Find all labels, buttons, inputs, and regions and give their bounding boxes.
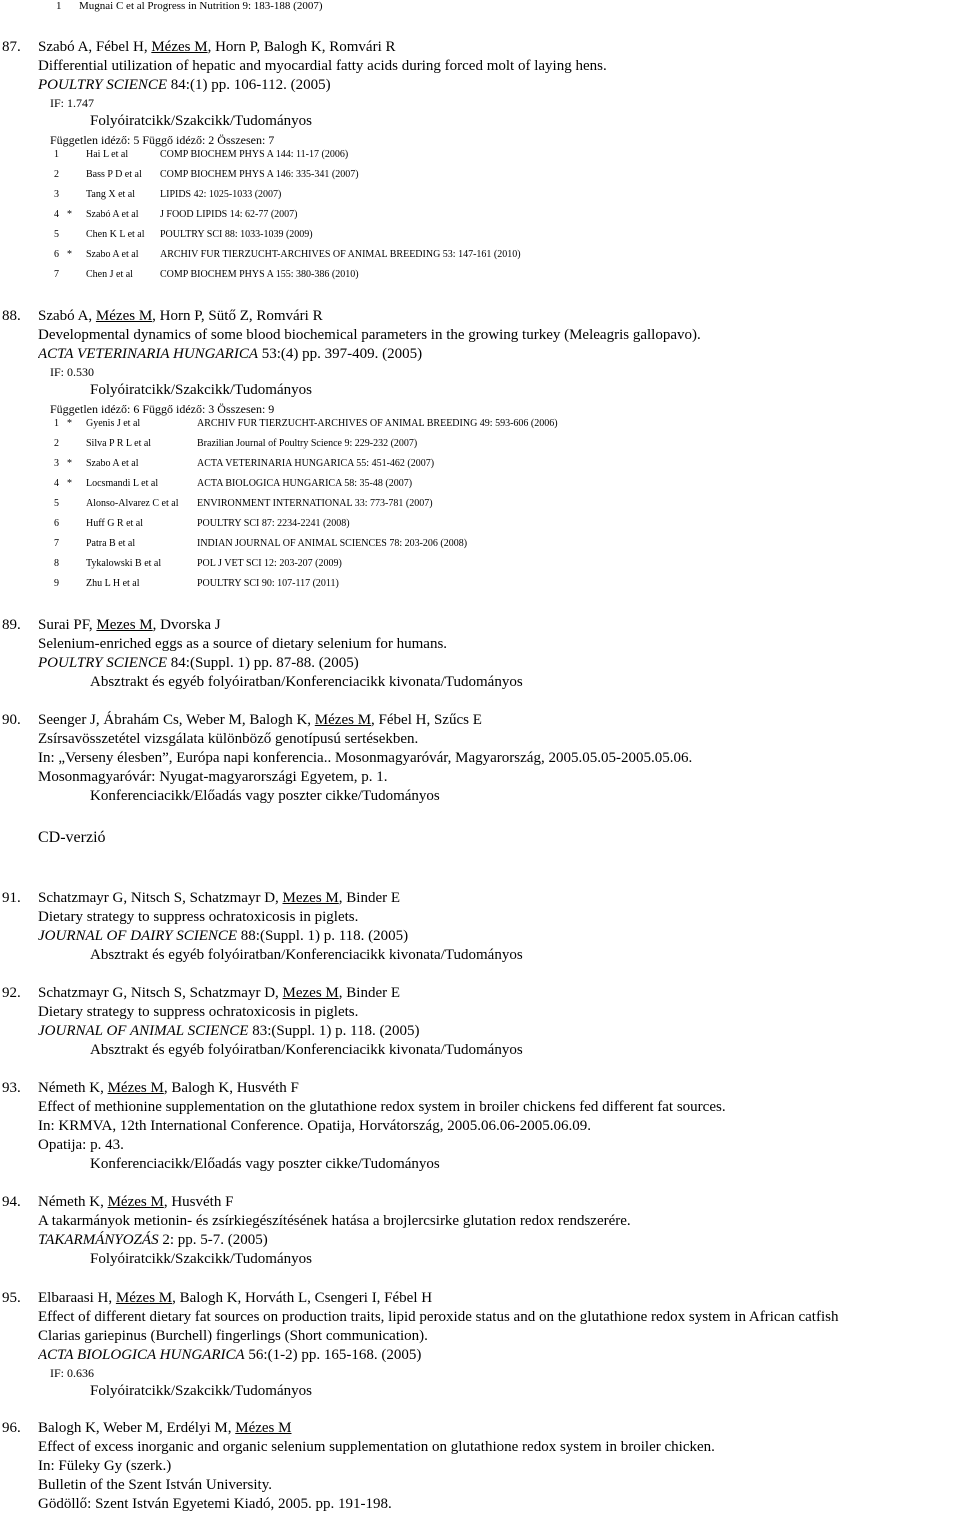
journal-citation: POULTRY SCIENCE 84:(Suppl. 1) pp. 87-88. (2005) <box>38 655 359 671</box>
entry-number: 89. <box>2 617 21 633</box>
reference-source: ARCHIV FUR TIERZUCHT-ARCHIVES OF ANIMAL BREEDING 53: 147-161 (2010) <box>160 249 521 260</box>
title: Effect of excess inorganic and organic selenium supplementation on glutathione redox system in broiler chicken. <box>38 1439 715 1455</box>
journal-name: POULTRY SCIENCE <box>38 77 168 93</box>
reference-row <box>0 185 960 205</box>
reference-source: POULTRY SCI 90: 107-117 (2011) <box>197 578 339 589</box>
authors: Schatzmayr G, Nitsch S, Schatzmayr D, Mezes M, Binder E <box>38 985 401 1001</box>
self-citation-marker: * <box>67 418 72 429</box>
highlighted-author: Mézes M <box>107 1080 164 1096</box>
journal-name: ACTA VETERINARIA HUNGARICA <box>38 346 258 362</box>
category: Konferenciacikk/Előadás vagy poszter cikke/Tudományos <box>90 788 440 804</box>
journal-name: TAKARMÁNYOZÁS <box>38 1232 159 1248</box>
journal-name: JOURNAL OF ANIMAL SCIENCE <box>38 1023 249 1039</box>
title: Selenium-enriched eggs as a source of dietary selenium for humans. <box>38 636 448 652</box>
reference-authors: Locsmandi L et al <box>86 478 159 489</box>
reference-source: POL J VET SCI 12: 203-207 (2009) <box>197 558 342 569</box>
category: Konferenciacikk/Előadás vagy poszter cikke/Tudományos <box>90 1156 440 1172</box>
title: Dietary strategy to suppress ochratoxicosis in piglets. <box>38 909 359 925</box>
reference-number: 1 <box>54 418 59 429</box>
journal-citation: JOURNAL OF ANIMAL SCIENCE 83:(Suppl. 1) p. 118. (2005) <box>38 1023 420 1039</box>
publisher: Gödöllő: Szent István Egyetemi Kiadó, 2005. pp. 191-198. <box>38 1496 392 1512</box>
entry-number: 94. <box>2 1194 21 1210</box>
reference-source: COMP BIOCHEM PHYS A 144: 11-17 (2006) <box>160 149 349 160</box>
journal-citation: ACTA BIOLOGICA HUNGARICA 56:(1-2) pp. 165-168. (2005) <box>38 1347 422 1363</box>
reference-row <box>0 454 960 474</box>
reference-authors: Szabo A et al <box>86 249 139 260</box>
category: Absztrakt és egyéb folyóiratban/Konferenciacikk kivonata/Tudományos <box>90 1042 523 1058</box>
reference-row <box>0 265 960 285</box>
reference-row <box>0 554 960 574</box>
authors: Balogh K, Weber M, Erdélyi M, Mézes M <box>38 1420 292 1436</box>
reference-row <box>0 414 960 434</box>
reference-row <box>0 145 960 165</box>
category: Folyóiratcikk/Szakcikk/Tudományos <box>90 113 312 129</box>
top-ref-number: 1 <box>56 0 62 12</box>
entry-number: 96. <box>2 1420 21 1436</box>
journal-name: JOURNAL OF DAIRY SCIENCE <box>38 928 238 944</box>
reference-authors: Alonso-Alvarez C et al <box>86 498 179 509</box>
citing-references-87 <box>0 145 960 285</box>
category: Folyóiratcikk/Szakcikk/Tudományos <box>90 1251 312 1267</box>
category: Absztrakt és egyéb folyóiratban/Konferenciacikk kivonata/Tudományos <box>90 947 523 963</box>
reference-authors: Patra B et al <box>86 538 136 549</box>
reference-number: 2 <box>54 169 59 180</box>
self-citation-marker: * <box>67 458 72 469</box>
self-citation-marker: * <box>67 209 72 220</box>
highlighted-author: Mézes M <box>107 1194 164 1210</box>
title: Developmental dynamics of some blood biochemical parameters in the growing turkey (Meleagris gallopavo). <box>38 327 701 343</box>
category: Absztrakt és egyéb folyóiratban/Konferenciacikk kivonata/Tudományos <box>90 674 523 690</box>
reference-number: 7 <box>54 269 59 280</box>
reference-authors: Szabo A et al <box>86 458 139 469</box>
reference-source: COMP BIOCHEM PHYS A 155: 380-386 (2010) <box>160 269 359 280</box>
highlighted-author: Mézes M <box>235 1420 292 1436</box>
title: Differential utilization of hepatic and myocardial fatty acids during forced molt of laying hens. <box>38 58 607 74</box>
highlighted-author: Mezes M <box>282 985 339 1001</box>
journal-citation: ACTA VETERINARIA HUNGARICA 53:(4) pp. 397-409. (2005) <box>38 346 423 362</box>
entry-number: 90. <box>2 712 21 728</box>
highlighted-author: Mézes M <box>95 308 153 324</box>
reference-number: 5 <box>54 229 59 240</box>
highlighted-author: Mézes M <box>314 712 372 728</box>
entry-number: 88. <box>2 308 21 324</box>
authors: Schatzmayr G, Nitsch S, Schatzmayr D, Mezes M, Binder E <box>38 890 401 906</box>
reference-number: 1 <box>54 149 59 160</box>
top-reference-line <box>0 0 960 14</box>
title: Zsírsavösszetétel vizsgálata különböző genotípusú sertésekben. <box>38 731 419 747</box>
reference-row <box>0 494 960 514</box>
title: Effect of methionine supplementation on the glutathione redox system in broiler chickens fed different fat sources. <box>38 1099 726 1115</box>
reference-number: 3 <box>54 189 59 200</box>
entry-number: 95. <box>2 1290 21 1306</box>
reference-row <box>0 434 960 454</box>
reference-source: J FOOD LIPIDS 14: 62-77 (2007) <box>160 209 298 220</box>
impact-factor: IF: 1.747 <box>50 96 95 110</box>
impact-factor: IF: 0.530 <box>50 365 95 379</box>
book-title: Bulletin of the Szent István University. <box>38 1477 272 1493</box>
entry-number: 87. <box>2 39 21 55</box>
reference-authors: Chen J et al <box>86 269 133 280</box>
reference-row <box>0 574 960 594</box>
journal-citation: POULTRY SCIENCE 84:(1) pp. 106-112. (2005) <box>38 77 331 93</box>
reference-source: LIPIDS 42: 1025-1033 (2007) <box>160 189 282 200</box>
title: A takarmányok metionin- és zsírkiegészítésének hatása a brojlercsirke glutation redox rendszerére. <box>38 1213 631 1229</box>
reference-row <box>0 205 960 225</box>
reference-source: ACTA VETERINARIA HUNGARICA 55: 451-462 (2007) <box>197 458 435 469</box>
reference-authors: Bass P D et al <box>86 169 142 180</box>
publisher: Mosonmagyaróvár: Nyugat-magyarországi Egyetem, p. 1. <box>38 769 388 785</box>
highlighted-author: Mezes M <box>282 890 339 906</box>
conference: In: „Verseny élesben”, Európa napi konferencia.. Mosonmagyaróvár, Magyarország, 2005.05.05-2005.05.06. <box>38 750 693 766</box>
reference-row <box>0 165 960 185</box>
reference-source: INDIAN JOURNAL OF ANIMAL SCIENCES 78: 203-206 (2008) <box>197 538 468 549</box>
authors: Surai PF, Mezes M, Dvorska J <box>38 617 221 633</box>
reference-number: 4 <box>54 209 59 220</box>
title-continued: Clarias gariepinus (Burchell) fingerlings (Short communication). <box>38 1328 428 1344</box>
reference-number: 9 <box>54 578 59 589</box>
reference-source: ACTA BIOLOGICA HUNGARICA 58: 35-48 (2007) <box>197 478 413 489</box>
reference-number: 4 <box>54 478 59 489</box>
reference-number: 3 <box>54 458 59 469</box>
reference-source: COMP BIOCHEM PHYS A 146: 335-341 (2007) <box>160 169 359 180</box>
editor: In: Füleky Gy (szerk.) <box>38 1458 172 1474</box>
entry-number: 91. <box>2 890 21 906</box>
reference-authors: Szabó A et al <box>86 209 139 220</box>
citation-counts: Független idéző: 6 Függő idéző: 3 Összesen: 9 <box>50 402 275 416</box>
reference-number: 6 <box>54 518 59 529</box>
citing-references-88 <box>0 414 960 594</box>
reference-authors: Gyenis J et al <box>86 418 141 429</box>
reference-source: POULTRY SCI 87: 2234-2241 (2008) <box>197 518 350 529</box>
title: Dietary strategy to suppress ochratoxicosis in piglets. <box>38 1004 359 1020</box>
reference-source: ENVIRONMENT INTERNATIONAL 33: 773-781 (2007) <box>197 498 433 509</box>
cd-version-heading: CD-verzió <box>38 829 106 846</box>
highlighted-author: Mézes M <box>151 39 208 55</box>
reference-row <box>0 534 960 554</box>
authors: Szabó A, Fébel H, Mézes M, Horn P, Balogh K, Romvári R <box>38 39 396 55</box>
impact-factor: IF: 0.636 <box>50 1366 95 1380</box>
conference: In: KRMVA, 12th International Conference. Opatija, Horvátország, 2005.06.06-2005.06.09. <box>38 1118 591 1134</box>
citation-counts: Független idéző: 5 Függő idéző: 2 Összesen: 7 <box>50 133 275 147</box>
journal-name: POULTRY SCIENCE <box>38 655 168 671</box>
entry-number: 93. <box>2 1080 21 1096</box>
reference-row <box>0 514 960 534</box>
authors: Szabó A, Mézes M, Horn P, Sütő Z, Romvári R <box>38 308 323 324</box>
reference-authors: Hai L et al <box>86 149 129 160</box>
publisher: Opatija: p. 43. <box>38 1137 124 1153</box>
self-citation-marker: * <box>67 249 72 260</box>
highlighted-author: Mezes M <box>96 617 153 633</box>
reference-authors: Silva P R L et al <box>86 438 152 449</box>
authors: Elbaraasi H, Mézes M, Balogh K, Horváth L, Csengeri I, Fébel H <box>38 1290 433 1306</box>
authors: Németh K, Mézes M, Balogh K, Husvéth F <box>38 1080 299 1096</box>
category: Folyóiratcikk/Szakcikk/Tudományos <box>90 382 312 398</box>
reference-row <box>0 225 960 245</box>
reference-source: ARCHIV FUR TIERZUCHT-ARCHIVES OF ANIMAL BREEDING 49: 593-606 (2006) <box>197 418 558 429</box>
entry-number: 92. <box>2 985 21 1001</box>
reference-authors: Tang X et al <box>86 189 136 200</box>
reference-authors: Huff G R et al <box>86 518 144 529</box>
reference-authors: Chen K L et al <box>86 229 145 240</box>
highlighted-author: Mézes M <box>115 1290 173 1306</box>
reference-row <box>0 245 960 265</box>
reference-source: Brazilian Journal of Poultry Science 9: 229-232 (2007) <box>197 438 418 449</box>
journal-citation: JOURNAL OF DAIRY SCIENCE 88:(Suppl. 1) p. 118. (2005) <box>38 928 409 944</box>
reference-row <box>0 474 960 494</box>
category: Folyóiratcikk/Szakcikk/Tudományos <box>90 1383 312 1399</box>
authors: Németh K, Mézes M, Husvéth F <box>38 1194 234 1210</box>
self-citation-marker: * <box>67 478 72 489</box>
reference-number: 2 <box>54 438 59 449</box>
reference-number: 7 <box>54 538 59 549</box>
reference-source: POULTRY SCI 88: 1033-1039 (2009) <box>160 229 313 240</box>
journal-name: ACTA BIOLOGICA HUNGARICA <box>38 1347 245 1363</box>
reference-number: 5 <box>54 498 59 509</box>
top-ref-text: Mugnai C et al Progress in Nutrition 9: 183-188 (2007) <box>79 0 323 12</box>
reference-number: 6 <box>54 249 59 260</box>
authors: Seenger J, Ábrahám Cs, Weber M, Balogh K, Mézes M, Fébel H, Szűcs E <box>38 712 482 728</box>
title: Effect of different dietary fat sources on production traits, lipid peroxide status and on the glutathione redox system in African catfish <box>38 1309 839 1325</box>
reference-authors: Tykalowski B et al <box>86 558 162 569</box>
reference-number: 8 <box>54 558 59 569</box>
journal-citation: TAKARMÁNYOZÁS 2: pp. 5-7. (2005) <box>38 1232 268 1248</box>
reference-authors: Zhu L H et al <box>86 578 140 589</box>
